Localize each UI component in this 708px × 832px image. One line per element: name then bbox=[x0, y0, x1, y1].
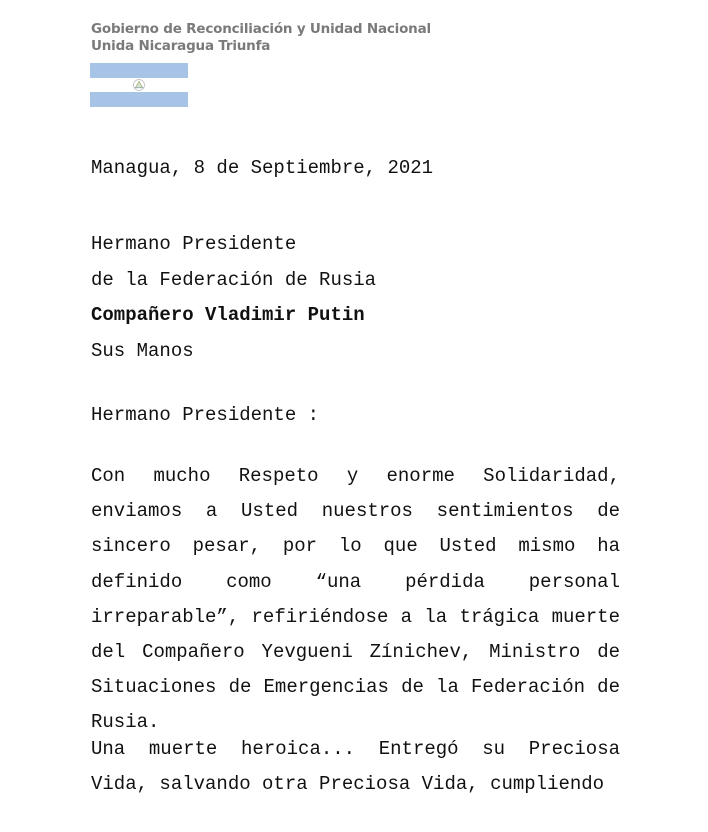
recipient-line-delivery: Sus Manos bbox=[91, 339, 194, 362]
recipient-block bbox=[91, 227, 620, 369]
body-paragraph-1: Con mucho Respeto y enorme Solidaridad, enviamos a Usted nuestros sentimientos de sincero pesar, por lo que Usted mismo ha definido como “una pérdida personal irreparable”, refiriéndose a la trágica muerte del Compañero Yevgueni Zínichev, Ministro de Situaciones de Emergencias de la Federación de Rusia. bbox=[91, 465, 620, 734]
nicaragua-flag bbox=[90, 63, 188, 107]
salutation: Hermano Presidente : bbox=[91, 404, 320, 426]
recipient-line-country: de la Federación de Rusia bbox=[91, 268, 377, 291]
letterhead bbox=[91, 21, 431, 55]
flag-top-stripe bbox=[90, 63, 188, 78]
letter-date: Managua, 8 de Septiembre, 2021 bbox=[91, 157, 434, 179]
letterhead-slogan: Unida Nicaragua Triunfa bbox=[91, 38, 271, 54]
recipient-line-title: Hermano Presidente bbox=[91, 233, 297, 255]
body-paragraph-2: Una muerte heroica... Entregó su Preciosa Vida, salvando otra Preciosa Vida, cumpliendo bbox=[91, 738, 620, 796]
letterhead-government-name: Gobierno de Reconciliación y Unidad Nacional bbox=[91, 21, 431, 37]
flag-bottom-stripe bbox=[90, 92, 188, 107]
recipient-line-name: Compañero Vladimir Putin bbox=[91, 304, 365, 326]
